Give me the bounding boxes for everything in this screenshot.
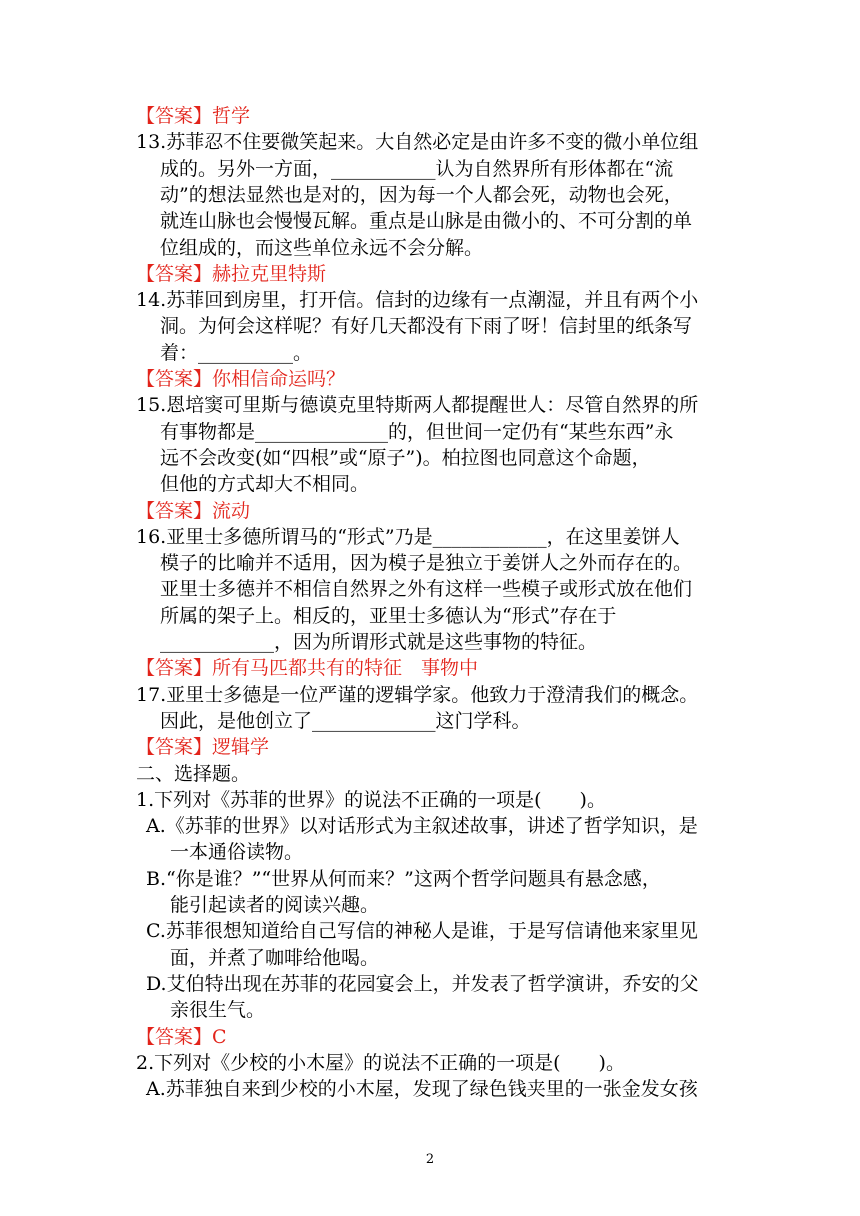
answer-line bbox=[136, 103, 250, 129]
answer-line bbox=[136, 1024, 227, 1050]
answer-line bbox=[136, 261, 326, 287]
answer-line bbox=[136, 734, 269, 760]
option-line: A.苏菲独自来到少校的小木屋，发现了绿色钱夹里的一张金发女孩 bbox=[146, 1078, 698, 1101]
answer-line bbox=[136, 498, 250, 524]
answer-tag: 【答案】 bbox=[136, 262, 213, 285]
option-line: C.苏菲很想知道给自己写信的神秘人是谁，于是写信请他来家里见 bbox=[146, 920, 698, 943]
option-line: B.“你是谁？”“世界从何而来？”这两个哲学问题具有悬念感， bbox=[146, 867, 661, 890]
page-number: 2 bbox=[425, 1152, 435, 1167]
question-continuation: 洞。为何会这样呢？有好几天都没有下雨了呀！信封里的纸条写 bbox=[160, 315, 693, 338]
question-continuation: 成的。另外一方面，___________认为自然界所有形体都在“流 bbox=[160, 157, 674, 180]
answer-text: 赫拉克里特斯 bbox=[212, 262, 327, 285]
section-heading: 二、选择题。 bbox=[136, 762, 251, 785]
answer-tag: 【答案】 bbox=[136, 499, 213, 522]
question-continuation: 动”的想法显然也是对的，因为每一个人都会死，动物也会死， bbox=[160, 183, 683, 206]
question-line: 15.恩培窦可里斯与德谟克里特斯两人都提醒世人：尽管自然界的所 bbox=[136, 394, 699, 417]
answer-text: 逻辑学 bbox=[212, 736, 270, 759]
question-continuation: 远不会改变(如“四根”或“原子”)。柏拉图也同意这个命题， bbox=[160, 446, 651, 469]
answer-tag: 【答案】 bbox=[136, 105, 213, 127]
question-continuation: 但他的方式却大不相同。 bbox=[160, 473, 370, 496]
answer-text: C bbox=[212, 1025, 227, 1048]
question-continuation: 模子的比喻并不适用，因为模子是独立于姜饼人之外而存在的。 bbox=[160, 552, 693, 575]
answer-line bbox=[136, 655, 478, 681]
answer-text: 哲学 bbox=[212, 105, 251, 127]
question-continuation: 着：__________。 bbox=[160, 341, 313, 364]
question-continuation: 就连山脉也会慢慢瓦解。重点是山脉是由微小的、不可分割的单 bbox=[160, 210, 693, 233]
option-continuation: 面，并煮了咖啡给他喝。 bbox=[170, 946, 380, 969]
option-continuation: 一本通俗读物。 bbox=[170, 841, 304, 864]
option-continuation: 能引起读者的阅读兴趣。 bbox=[170, 894, 380, 916]
answer-text: 流动 bbox=[212, 499, 251, 522]
answer-tag: 【答案】 bbox=[136, 368, 213, 390]
question-line: 13.苏菲忍不住要微笑起来。大自然必定是由许多不变的微小单位组 bbox=[136, 131, 699, 154]
answer-tag: 【答案】 bbox=[136, 657, 213, 680]
question-continuation: 有事物都是______________的，但世间一定仍有“某些东西”永 bbox=[160, 420, 674, 443]
question-line: 1.下列对《苏菲的世界》的说法不正确的一项是( )。 bbox=[136, 788, 606, 811]
answer-line bbox=[136, 366, 345, 392]
answer-text: 所有马匹都共有的特征 事物中 bbox=[212, 657, 479, 680]
question-line: 16.亚里士多德所谓马的“形式”乃是____________，在这里姜饼人 bbox=[136, 525, 680, 548]
option-line: D.艾伯特出现在苏菲的花园宴会上，并发表了哲学演讲，乔安的父 bbox=[146, 972, 699, 995]
option-continuation: 亲很生气。 bbox=[170, 999, 266, 1022]
question-line: 17.亚里士多德是一位严谨的逻辑学家。他致力于澄清我们的概念。 bbox=[136, 683, 699, 706]
question-continuation: 亚里士多德并不相信自然界之外有这样一些模子或形式放在他们 bbox=[160, 578, 693, 601]
question-continuation: 所属的架子上。相反的，亚里士多德认为“形式”存在于 bbox=[160, 604, 617, 627]
question-continuation: ____________，因为所谓形式就是这些事物的特征。 bbox=[160, 631, 598, 653]
option-line: A.《苏菲的世界》以对话形式为主叙述故事，讲述了哲学知识，是 bbox=[146, 815, 698, 838]
question-line: 14.苏菲回到房里，打开信。信封的边缘有一点潮湿，并且有两个小 bbox=[136, 289, 699, 312]
answer-tag: 【答案】 bbox=[136, 1025, 213, 1048]
question-continuation: 位组成的，而这些单位永远不会分解。 bbox=[160, 236, 484, 259]
answer-text: 你相信命运吗？ bbox=[212, 368, 346, 390]
question-continuation: 因此，是他创立了_____________这门学科。 bbox=[160, 709, 531, 732]
question-line: 2.下列对《少校的小木屋》的说法不正确的一项是( )。 bbox=[136, 1051, 625, 1074]
answer-tag: 【答案】 bbox=[136, 736, 213, 759]
